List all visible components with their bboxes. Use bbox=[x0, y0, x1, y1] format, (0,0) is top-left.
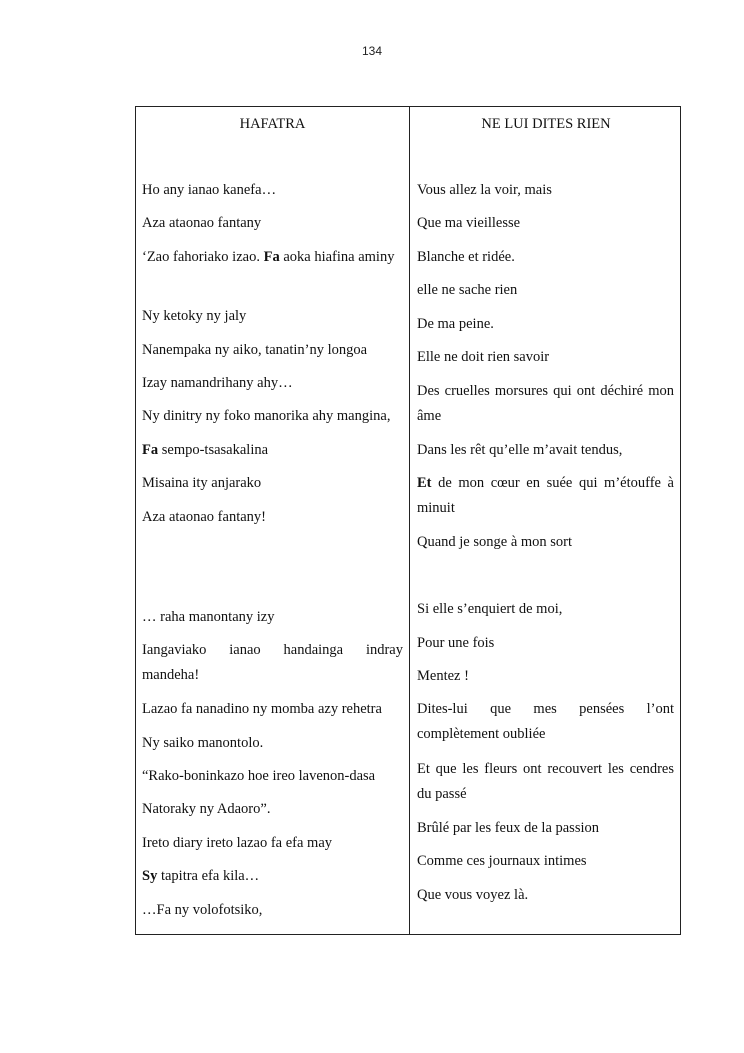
left-line-5: Nanempaka ny aiko, tanatin’ny longoa bbox=[142, 342, 368, 358]
right-line-16: Brûlé par les feux de la passion bbox=[417, 820, 600, 836]
left-line-17: Ireto diary ireto lazao fa efa may bbox=[142, 835, 333, 851]
left-line-13: Lazao fa nanadino ny momba azy rehetra bbox=[142, 701, 382, 717]
left-line-14: Ny saiko manontolo. bbox=[142, 735, 264, 751]
page-number: 134 bbox=[361, 44, 383, 58]
left-line-4: Ny ketoky ny jaly bbox=[142, 308, 247, 324]
left-line-7: Ny dinitry ny foko manorika ahy mangina, bbox=[142, 408, 391, 424]
left-line-11: … raha manontany izy bbox=[142, 609, 275, 625]
right-line-12: Pour une fois bbox=[417, 635, 495, 651]
left-line-9: Misaina ity anjarako bbox=[142, 475, 262, 491]
poem-table bbox=[135, 106, 681, 935]
right-line-11: Si elle s’enquiert de moi, bbox=[417, 601, 563, 617]
right-line-9: Et de mon cœur en suée qui m’étouffe à minuit bbox=[417, 475, 674, 516]
right-line-10: Quand je songe à mon sort bbox=[417, 534, 573, 550]
right-line-8: Dans les rêt qu’elle m’avait tendus, bbox=[417, 442, 623, 458]
right-line-7: Des cruelles morsures qui ont déchiré mon âme bbox=[417, 383, 674, 424]
right-line-17: Comme ces journaux intimes bbox=[417, 853, 587, 869]
column-divider bbox=[409, 107, 410, 934]
right-line-14: Dites-lui que mes pensées l’ont complètement oubliée bbox=[417, 701, 674, 742]
right-line-2: Que ma vieillesse bbox=[417, 215, 521, 231]
right-column-header: NE LUI DITES RIEN bbox=[481, 116, 611, 132]
right-line-3: Blanche et ridée. bbox=[417, 249, 515, 265]
right-line-15: Et que les fleurs ont recouvert les cendres du passé bbox=[417, 761, 674, 802]
right-line-13: Mentez ! bbox=[417, 668, 469, 684]
right-line-4: elle ne sache rien bbox=[417, 282, 518, 298]
left-line-1: Ho any ianao kanefa… bbox=[142, 182, 277, 198]
left-line-8: Fa sempo-tsasakalina bbox=[142, 442, 269, 458]
right-line-18: Que vous voyez là. bbox=[417, 887, 529, 903]
left-line-6: Izay namandrihany ahy… bbox=[142, 375, 293, 391]
left-line-19: …Fa ny volofotsiko, bbox=[142, 902, 263, 918]
left-column-header: HAFATRA bbox=[239, 116, 306, 132]
left-line-18: Sy tapitra efa kila… bbox=[142, 868, 260, 884]
left-line-12: Iangaviako ianao handainga indray mandeha! bbox=[142, 642, 403, 683]
right-line-1: Vous allez la voir, mais bbox=[417, 182, 552, 198]
left-line-16: Natoraky ny Adaoro”. bbox=[142, 801, 271, 817]
left-line-15: “Rako-boninkazo hoe ireo lavenon-dasa bbox=[142, 768, 376, 784]
left-line-3: ‘Zao fahoriako izao. Fa aoka hiafina aminy bbox=[142, 249, 395, 265]
right-line-5: De ma peine. bbox=[417, 316, 494, 332]
left-line-10: Aza ataonao fantany! bbox=[142, 509, 266, 525]
left-line-2: Aza ataonao fantany bbox=[142, 215, 262, 231]
right-line-6: Elle ne doit rien savoir bbox=[417, 349, 550, 365]
